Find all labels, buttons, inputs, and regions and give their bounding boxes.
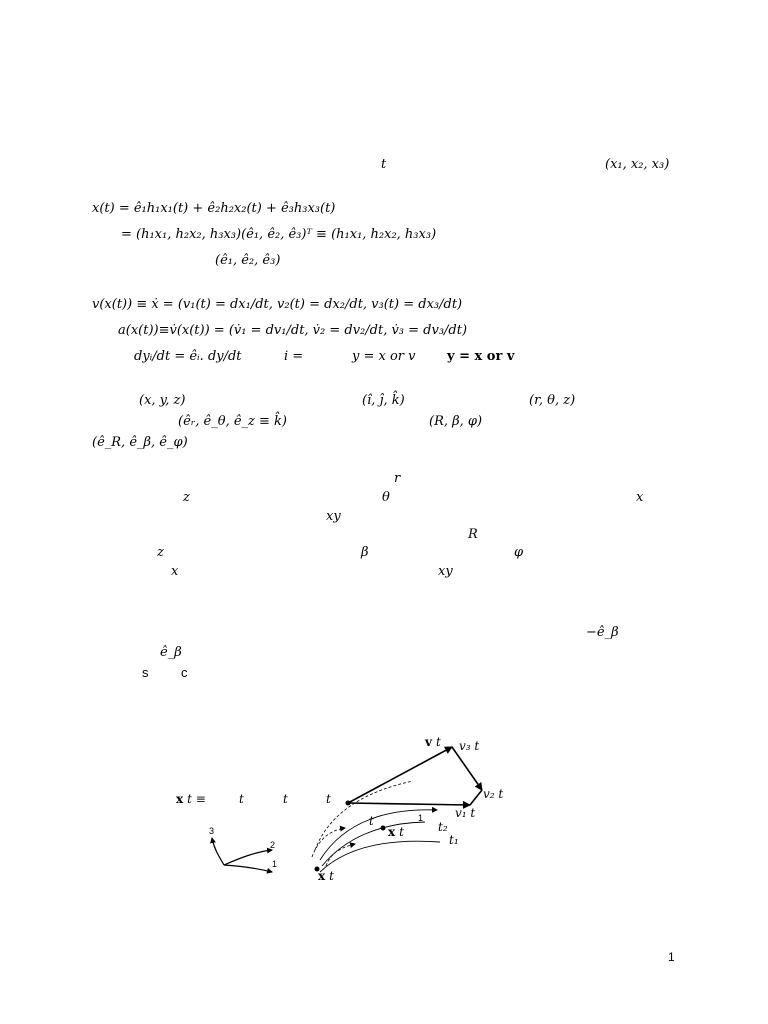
phi-symbol: φ	[514, 545, 524, 560]
axis-3-line	[212, 838, 224, 865]
page-number: 1	[668, 950, 675, 964]
ebeta: ê_β	[160, 645, 182, 660]
trajectory-dashed-lower	[312, 828, 345, 857]
position-point-mid	[381, 826, 386, 831]
v2-label: v₂ t	[483, 787, 504, 801]
x-symbol-2: x	[171, 564, 179, 579]
y-definition: y = x or v	[352, 349, 416, 364]
t-label-c: t	[326, 792, 331, 806]
axis-1-label: 1	[272, 859, 278, 869]
x-symbol: x	[636, 490, 644, 505]
axis-3-label: 3	[209, 826, 215, 836]
letter-c: c	[181, 665, 188, 680]
v1-component-line	[348, 803, 470, 805]
spherical-coordinates: (R, β, φ)	[429, 414, 483, 429]
v1-label: v₁ t	[455, 806, 476, 820]
position-vector-equation: x(t) = ê₁h₁x₁(t) + ê₂h₂x₂(t) + ê₃h₃x₃(t)	[92, 201, 336, 216]
position-definition-label: x t ≡	[176, 792, 206, 806]
one-label-mid: 1	[418, 813, 424, 823]
v3-component-line	[452, 747, 482, 790]
index-equation: i =	[284, 349, 304, 364]
cylindrical-basis: (êᵣ, ê_θ, ê_z ≡ k̂)	[178, 414, 287, 429]
z-symbol: z	[183, 490, 190, 505]
t-label-mid: t	[369, 814, 374, 828]
time-symbol: t	[381, 157, 387, 172]
axis-2-label: 2	[270, 840, 276, 850]
velocity-label: v t	[425, 735, 441, 749]
position-low-label: x t	[318, 869, 334, 883]
position-mid-label: x t	[388, 825, 404, 839]
cartesian-coordinates: (x, y, z)	[139, 393, 186, 408]
velocity-origin-point	[346, 801, 351, 806]
beta-symbol: β	[361, 545, 369, 560]
velocity-equation: v(x(t)) ≡ ẋ = (v₁(t) = dx₁/dt, v₂(t) = dx₂/dt, v₃(t) = dx₃/dt)	[92, 297, 463, 312]
theta-symbol: θ	[382, 490, 390, 505]
t-label-b: t	[283, 792, 288, 806]
velocity-vector	[348, 747, 452, 803]
R-symbol: R	[468, 527, 478, 542]
v2-component-line	[470, 790, 482, 805]
v3-label: v₃ t	[459, 739, 480, 753]
cartesian-basis: (î, ĵ, k̂)	[362, 393, 405, 408]
r-symbol: r	[394, 471, 401, 486]
axis-2-line	[224, 850, 272, 865]
t1-label: t₁	[449, 833, 459, 847]
y-bold-definition: y = x or v	[447, 349, 515, 364]
xy-symbol-2: xy	[438, 564, 453, 579]
cylindrical-coordinates: (r, θ, z)	[529, 393, 576, 408]
t2-label: t₂	[438, 820, 448, 834]
trajectory-curve-3	[320, 841, 440, 872]
t-label-a: t	[239, 792, 244, 806]
position-matrix-equation: = (h₁x₁, h₂x₂, h₃x₃)(ê₁, ê₂, ê₃)ᵀ ≡ (h₁x₁, h₂x₂, h₃x₃)	[121, 227, 437, 242]
acceleration-equation: a(x(t))≡v̇(x(t)) = (v̇₁ = dv₁/dt, v̇₂ = dv₂/dt, v̇₃ = dv₃/dt)	[118, 323, 468, 338]
axis-1-line	[224, 865, 272, 872]
component-derivative-equation: dyᵢ/dt = êᵢ. dy/dt	[134, 349, 242, 364]
trajectory-dashed-lower-2	[326, 844, 355, 866]
z-symbol-2: z	[157, 545, 164, 560]
coordinate-triple: (x₁, x₂, x₃)	[605, 157, 670, 172]
negative-ebeta: −ê_β	[586, 625, 619, 640]
xy-symbol: xy	[326, 509, 341, 524]
spherical-basis: (ê_R, ê_β, ê_φ)	[92, 435, 188, 450]
basis-triple: (ê₁, ê₂, ê₃)	[215, 253, 281, 268]
letter-s: s	[142, 665, 149, 680]
